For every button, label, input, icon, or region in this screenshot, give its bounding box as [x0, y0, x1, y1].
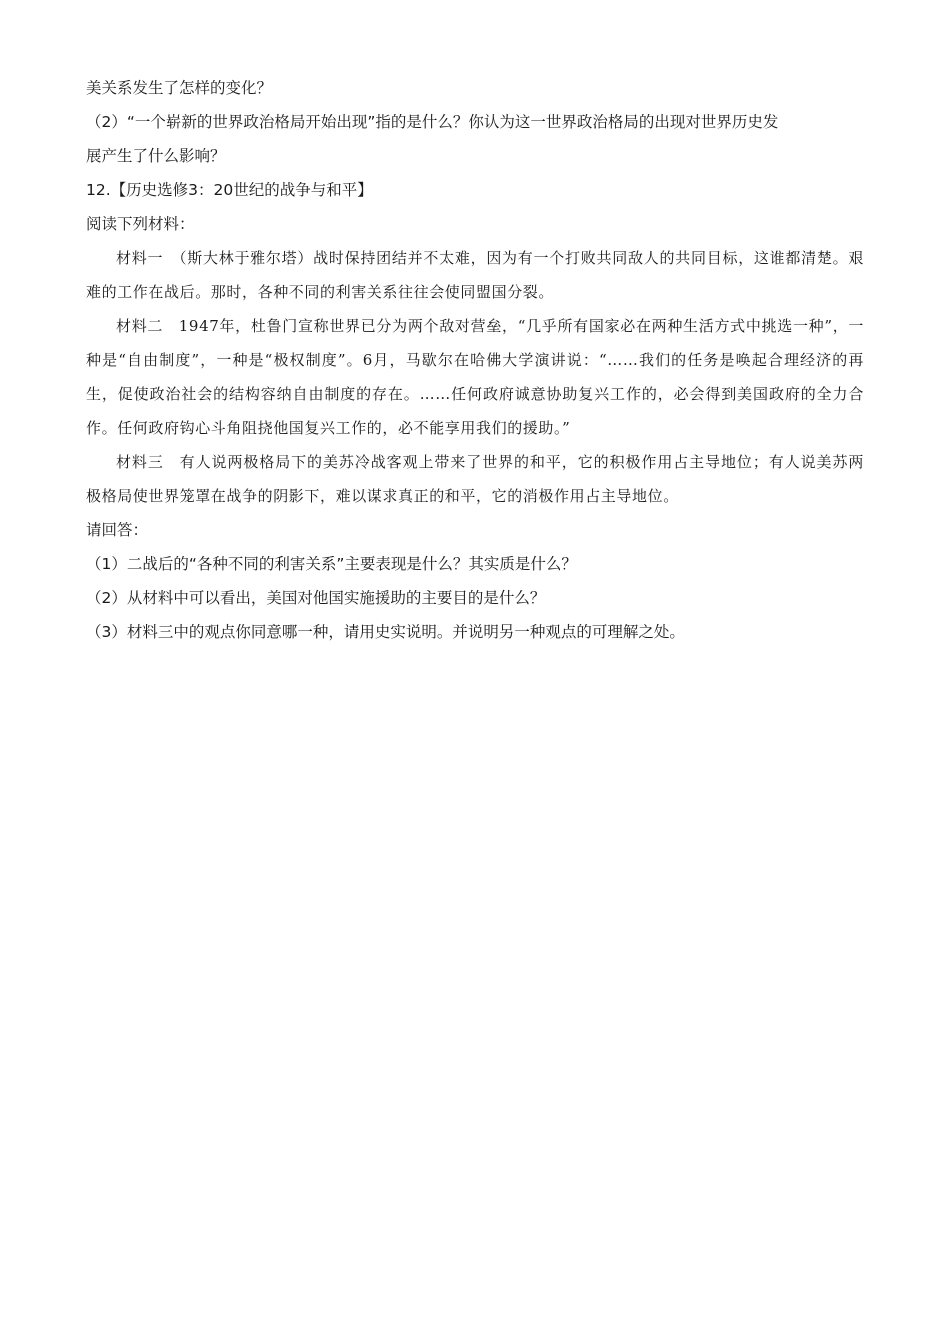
- question-11-part-2: （2）“一个崭新的世界政治格局开始出现”指的是什么？你认为这一世界政治格局的出现对世界历史发: [86, 113, 779, 131]
- reading-instruction: 阅读下列材料：: [86, 215, 195, 233]
- material-2: 材料二 1947年，杜鲁门宣称世界已分为两个敌对营垒，“几乎所有国家必在两种生活方式中挑选一种”，一种是“自由制度”，一种是“极权制度”。6月，马歇尔在哈佛大学演讲说：“……我们的任务是唤起合理经济的再生，促使政治社会的结构容纳自由制度的存在。……任何政府诚意协助复兴工作的，必会得到美国政府的全力合作。任何政府钩心斗角阻挠他国复兴工作的，必不能享用我们的援助。”: [86, 317, 864, 437]
- question-12-part-1: （1）二战后的“各种不同的利害关系”主要表现是什么？其实质是什么？: [86, 555, 577, 573]
- material-1: 材料一 （斯大林于雅尔塔）战时保持团结并不太难，因为有一个打败共同敌人的共同目标，这谁都清楚。艰难的工作在战后。那时，各种不同的利害关系往往会使同盟国分裂。: [86, 249, 864, 301]
- material-3: 材料三 有人说两极格局下的美苏冷战客观上带来了世界的和平，它的积极作用占主导地位；有人说美苏两极格局使世界笼罩在战争的阴影下，难以谋求真正的和平，它的消极作用占主导地位。: [86, 453, 864, 505]
- question-11-part-2-continued: 展产生了什么影响？: [86, 147, 226, 165]
- document-content: [86, 71, 864, 649]
- question-12-part-2: （2）从材料中可以看出，美国对他国实施援助的主要目的是什么？: [86, 589, 546, 607]
- continued-question-text: 美关系发生了怎样的变化？: [86, 79, 273, 97]
- question-12-part-3: （3）材料三中的观点你同意哪一种，请用史实说明。并说明另一种观点的可理解之处。: [86, 623, 685, 641]
- question-12-heading: 12.【历史选修3：20世纪的战争与和平】: [86, 181, 373, 199]
- answer-prompt: 请回答：: [86, 521, 149, 539]
